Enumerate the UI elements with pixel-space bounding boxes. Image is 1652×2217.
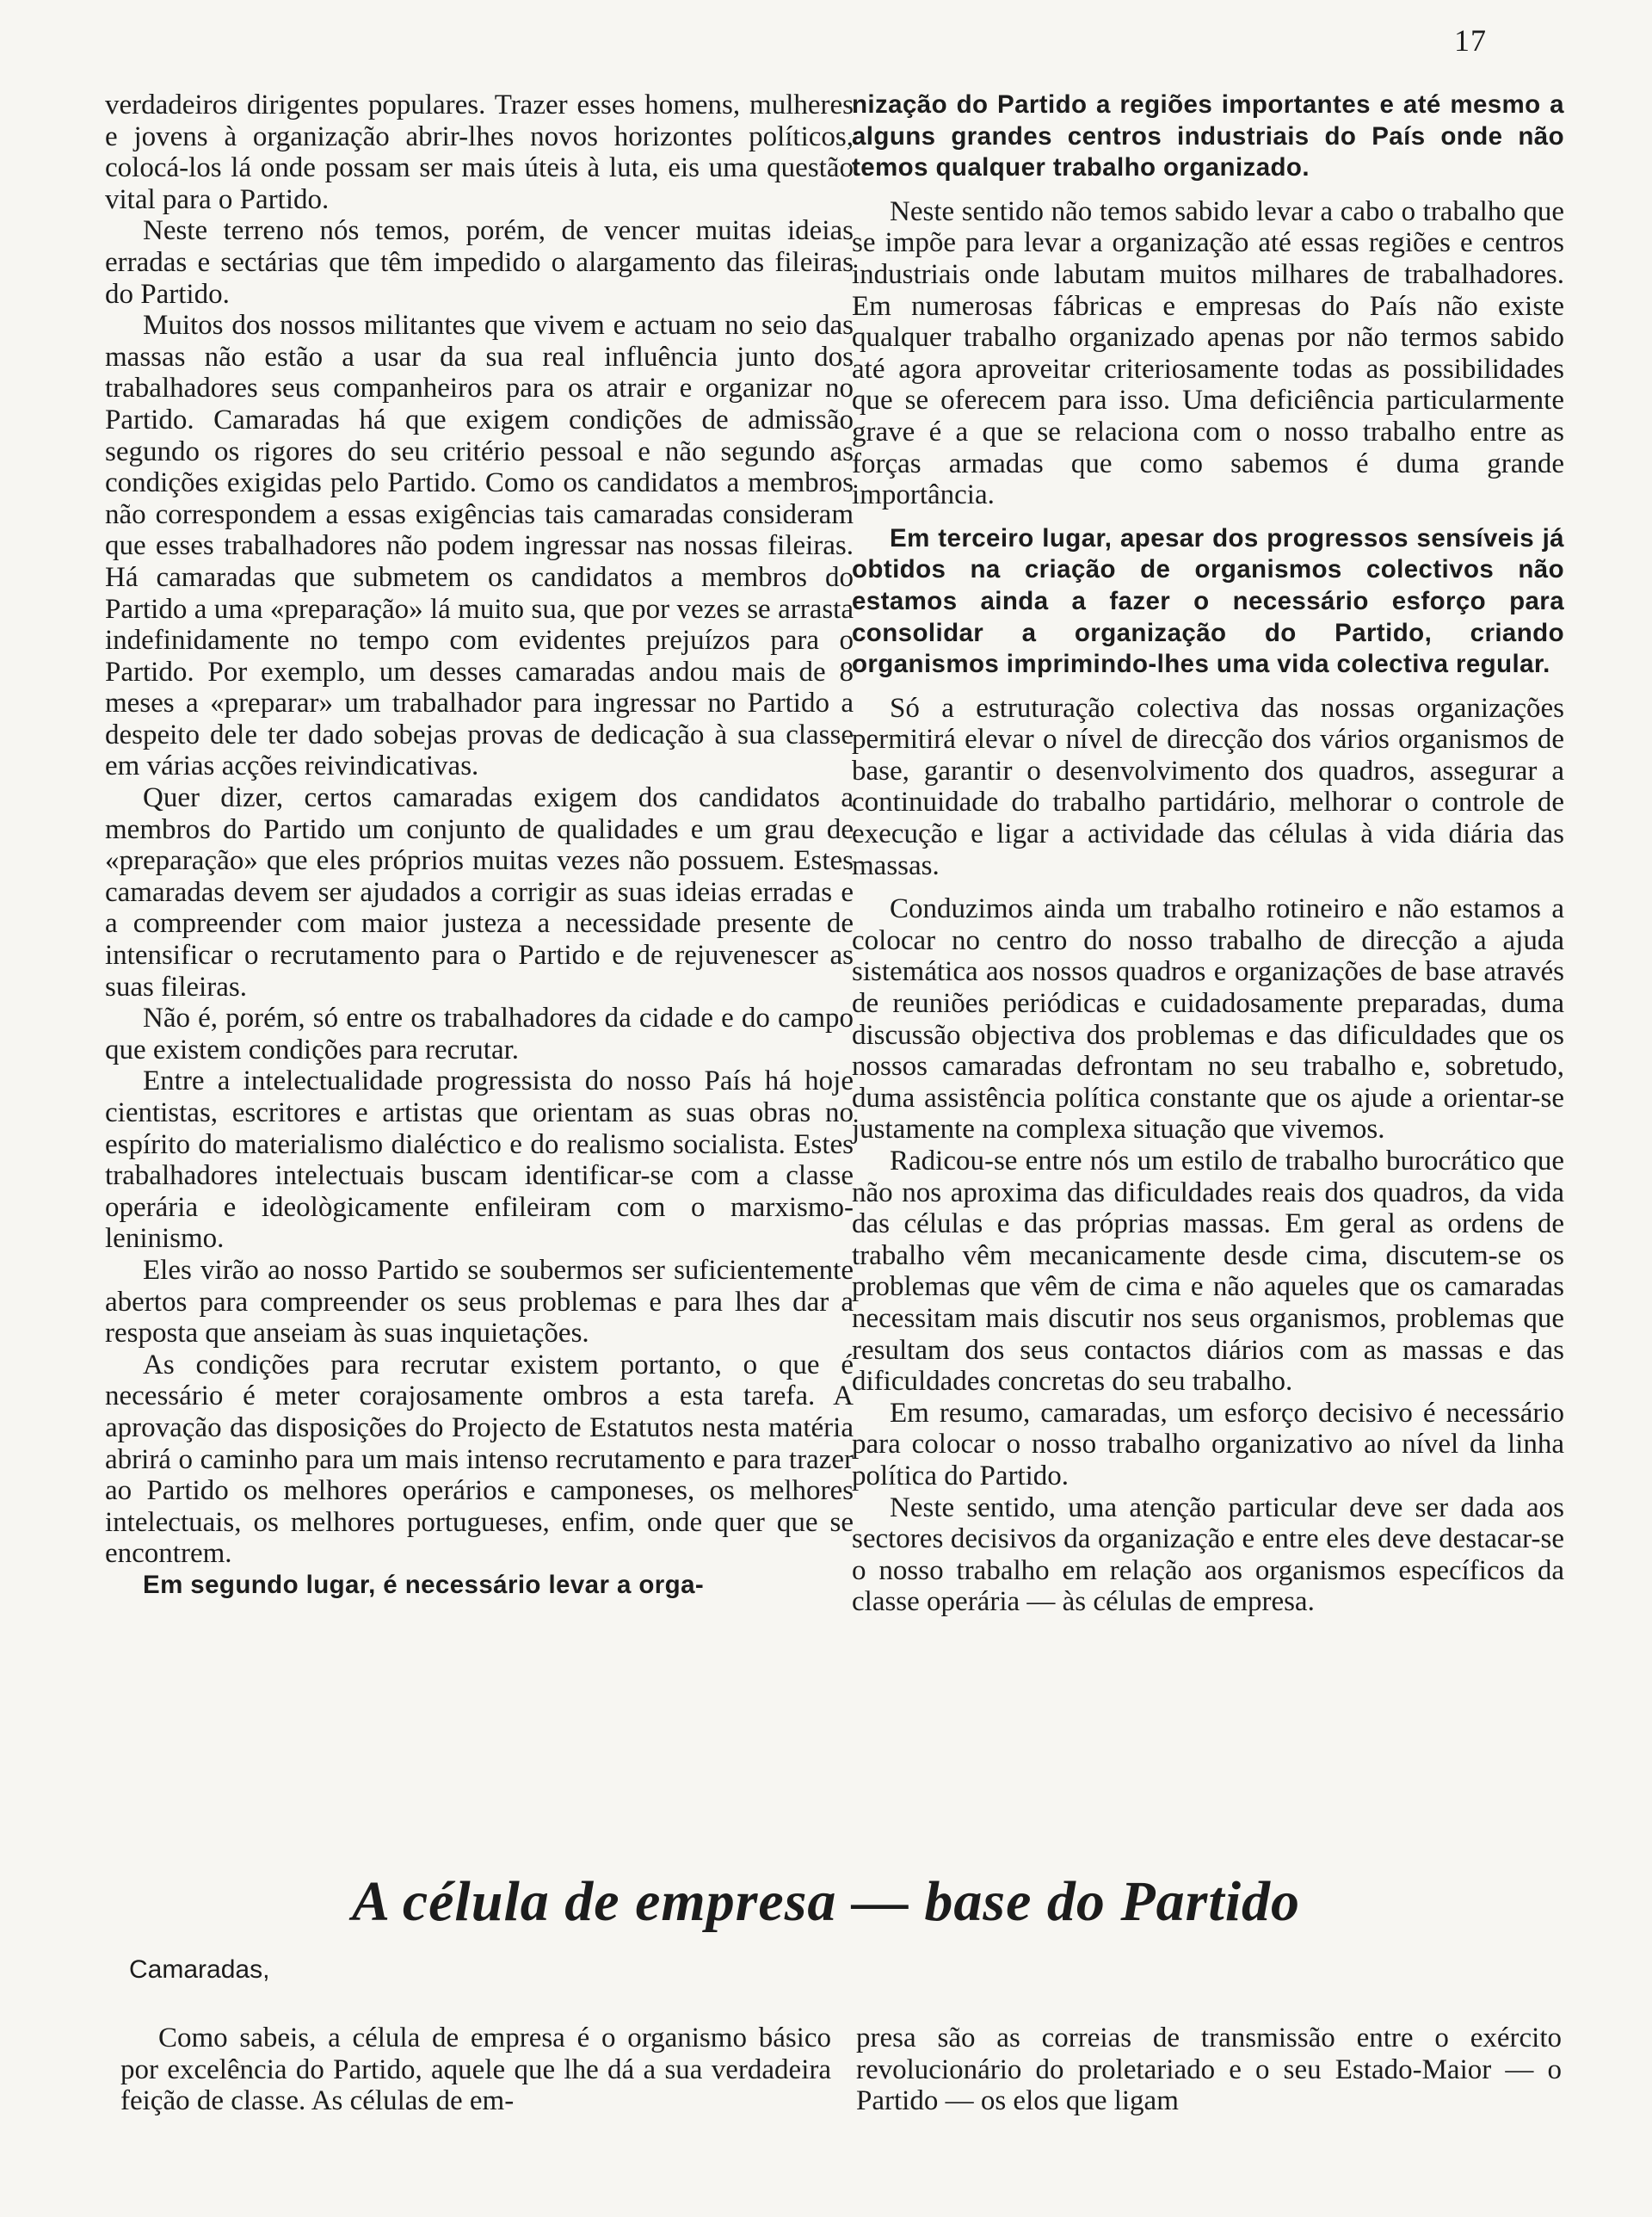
paragraph: verdadeiros dirigentes populares. Trazer esses homens, mulheres e jovens à organização abrir-lhes novos horizontes políticos, colocá-los lá onde possam ser mais úteis à luta, eis uma questão vital para o Partido.: [105, 90, 854, 215]
paragraph: Radicou-se entre nós um estilo de trabalho burocrático que não nos aproxima das dificuldades reais dos quadros, da vida das células e das próprias massas. Em geral as ordens de trabalho vêm mecanicamente desde cima, discutem-se os problemas que vêm de cima e não aqueles que os camaradas necessitam mais discutir nos seus organismos, problemas que resultam dos seus contactos diários com as massas e das dificuldades concretas do seu trabalho.: [852, 1146, 1564, 1398]
paragraph: Neste sentido, uma atenção particular deve ser dada aos sectores decisivos da organização e entre eles deve destacar-se o nosso trabalho em relação aos organismos específicos da classe operária — às células de empresa.: [852, 1491, 1564, 1618]
salutation: Camaradas,: [129, 1955, 270, 1984]
right-column: [852, 90, 1564, 1618]
bold-paragraph: Em terceiro lugar, apesar dos progressos sensíveis já obtidos na criação de organismos colectivos não estamos ainda a fazer o necessário esforço para consolidar a organização do Partido, criando organismos imprimindo-lhes uma vida colectiva regular.: [852, 523, 1564, 679]
bold-paragraph: nização do Partido a regiões importantes e até mesmo a alguns grandes centros industriais do País onde não temos qualquer trabalho organizado.: [852, 90, 1564, 182]
paragraph: Em resumo, camaradas, um esforço decisivo é necessário para colocar o nosso trabalho organizativo ao nível da linha política do Partido.: [852, 1397, 1564, 1491]
paragraph: Só a estruturação colectiva das nossas organizações permitirá elevar o nível de direcção dos vários organismos de base, garantir o desenvolvimento dos quadros, assegurar a continuidade do trabalho partidário, melhorar o controle de execução e ligar a actividade das células à vida diária das massas.: [852, 692, 1564, 881]
bold-paragraph: Em segundo lugar, é necessário levar a orga-: [143, 1570, 705, 1599]
section-title: A célula de empresa — base do Partido: [351, 1870, 1301, 1933]
paragraph: Não é, porém, só entre os trabalhadores da cidade e do campo que existem condições para recrutar.: [105, 1003, 854, 1065]
paragraph: Neste terreno nós temos, porém, de vencer muitas ideias erradas e sectárias que têm impedido o alargamento das fileiras do Partido.: [105, 215, 854, 310]
bottom-left-column: [120, 2022, 831, 2117]
paragraph: Neste sentido não temos sabido levar a cabo o trabalho que se impõe para levar a organização até essas regiões e centros industriais onde labutam muitos milhares de trabalhadores. Em numerosas fábricas e empresas do País não existe qualquer trabalho organizado apenas por não termos sabido até agora aproveitar criteriosamente todas as possibilidades que se oferecem para isso. Uma deficiência particularmente grave é a que se relaciona com o nosso trabalho entre as forças armadas que como sabemos é duma grande importância.: [852, 195, 1564, 511]
page-number: 17: [1454, 23, 1487, 58]
paragraph: Entre a intelectualidade progressista do nosso País há hoje cientistas, escritores e artistas que orientam as suas obras no espírito do materialismo dialéctico e do realismo socialista. Estes trabalhadores intelectuais buscam identificar-se com a classe operária e ideològicamente enfileiram com o marxismo-leninismo.: [105, 1065, 854, 1255]
paragraph: Muitos dos nossos militantes que vivem e actuam no seio das massas não estão a usar da sua real influência junto dos trabalhadores seus companheiros para os atrair e organizar no Partido. Camaradas há que exigem condições de admissão segundo os rigores do seu critério pessoal e não segundo as condições exigidas pelo Partido. Como os candidatos a membros não correspondem a essas exigências tais camaradas consideram que esses trabalhadores não podem ingressar nas nossas fileiras. Há camaradas que submetem os candidatos a membros do Partido a uma «preparação» lá muito sua, que por vezes se arrasta indefinidamente no tempo com evidentes prejuízos para o Partido. Por exemplo, um desses camaradas andou mais de 8 meses a «preparar» um trabalhador para ingressar no Partido a despeito dele ter dado sobejas provas de dedicação à sua classe em várias acções reivindicativas.: [105, 310, 854, 782]
left-column: [105, 90, 854, 1602]
bottom-right-column: [856, 2022, 1562, 2117]
paragraph: presa são as correias de transmissão entre o exército revolucionário do proletariado e o seu Estado-Maior — o Partido — os elos que ligam: [856, 2022, 1562, 2117]
paragraph: Conduzimos ainda um trabalho rotineiro e não estamos a colocar no centro do nosso trabalho de direcção a ajuda sistemática aos nossos quadros e organizações de base através de reuniões periódicas e cuidadosamente preparadas, duma discussão objectiva dos problemas e das dificuldades que os nossos camaradas defrontam no seu trabalho e, sobretudo, duma assistência política constante que os ajude a orientar-se justamente na complexa situação que vivemos.: [852, 893, 1564, 1146]
paragraph: As condições para recrutar existem portanto, o que é necessário é meter corajosamente ombros a esta tarefa. A aprovação das disposições do Projecto de Estatutos nesta matéria abrirá o caminho para um mais intenso recrutamento e para trazer ao Partido os melhores operários e camponeses, os melhores intelectuais, os melhores portugueses, enfim, onde quer que se encontrem.: [105, 1349, 854, 1570]
paragraph: Quer dizer, certos camaradas exigem dos candidatos a membros do Partido um conjunto de qualidades e um grau de «preparação» que eles próprios muitas vezes não possuem. Estes camaradas devem ser ajudados a corrigir as suas ideias erradas e a compreender com maior justeza a necessidade presente de intensificar o recrutamento para o Partido e de rejuvenescer as suas fileiras.: [105, 782, 854, 1003]
paragraph: Como sabeis, a célula de empresa é o organismo básico por excelência do Partido, aquele que lhe dá a sua verdadeira feição de classe. As células de em-: [120, 2022, 831, 2117]
paragraph: Eles virão ao nosso Partido se soubermos ser suficientemente abertos para compreender os seus problemas e para lhes dar a resposta que anseiam às suas inquietações.: [105, 1254, 854, 1349]
